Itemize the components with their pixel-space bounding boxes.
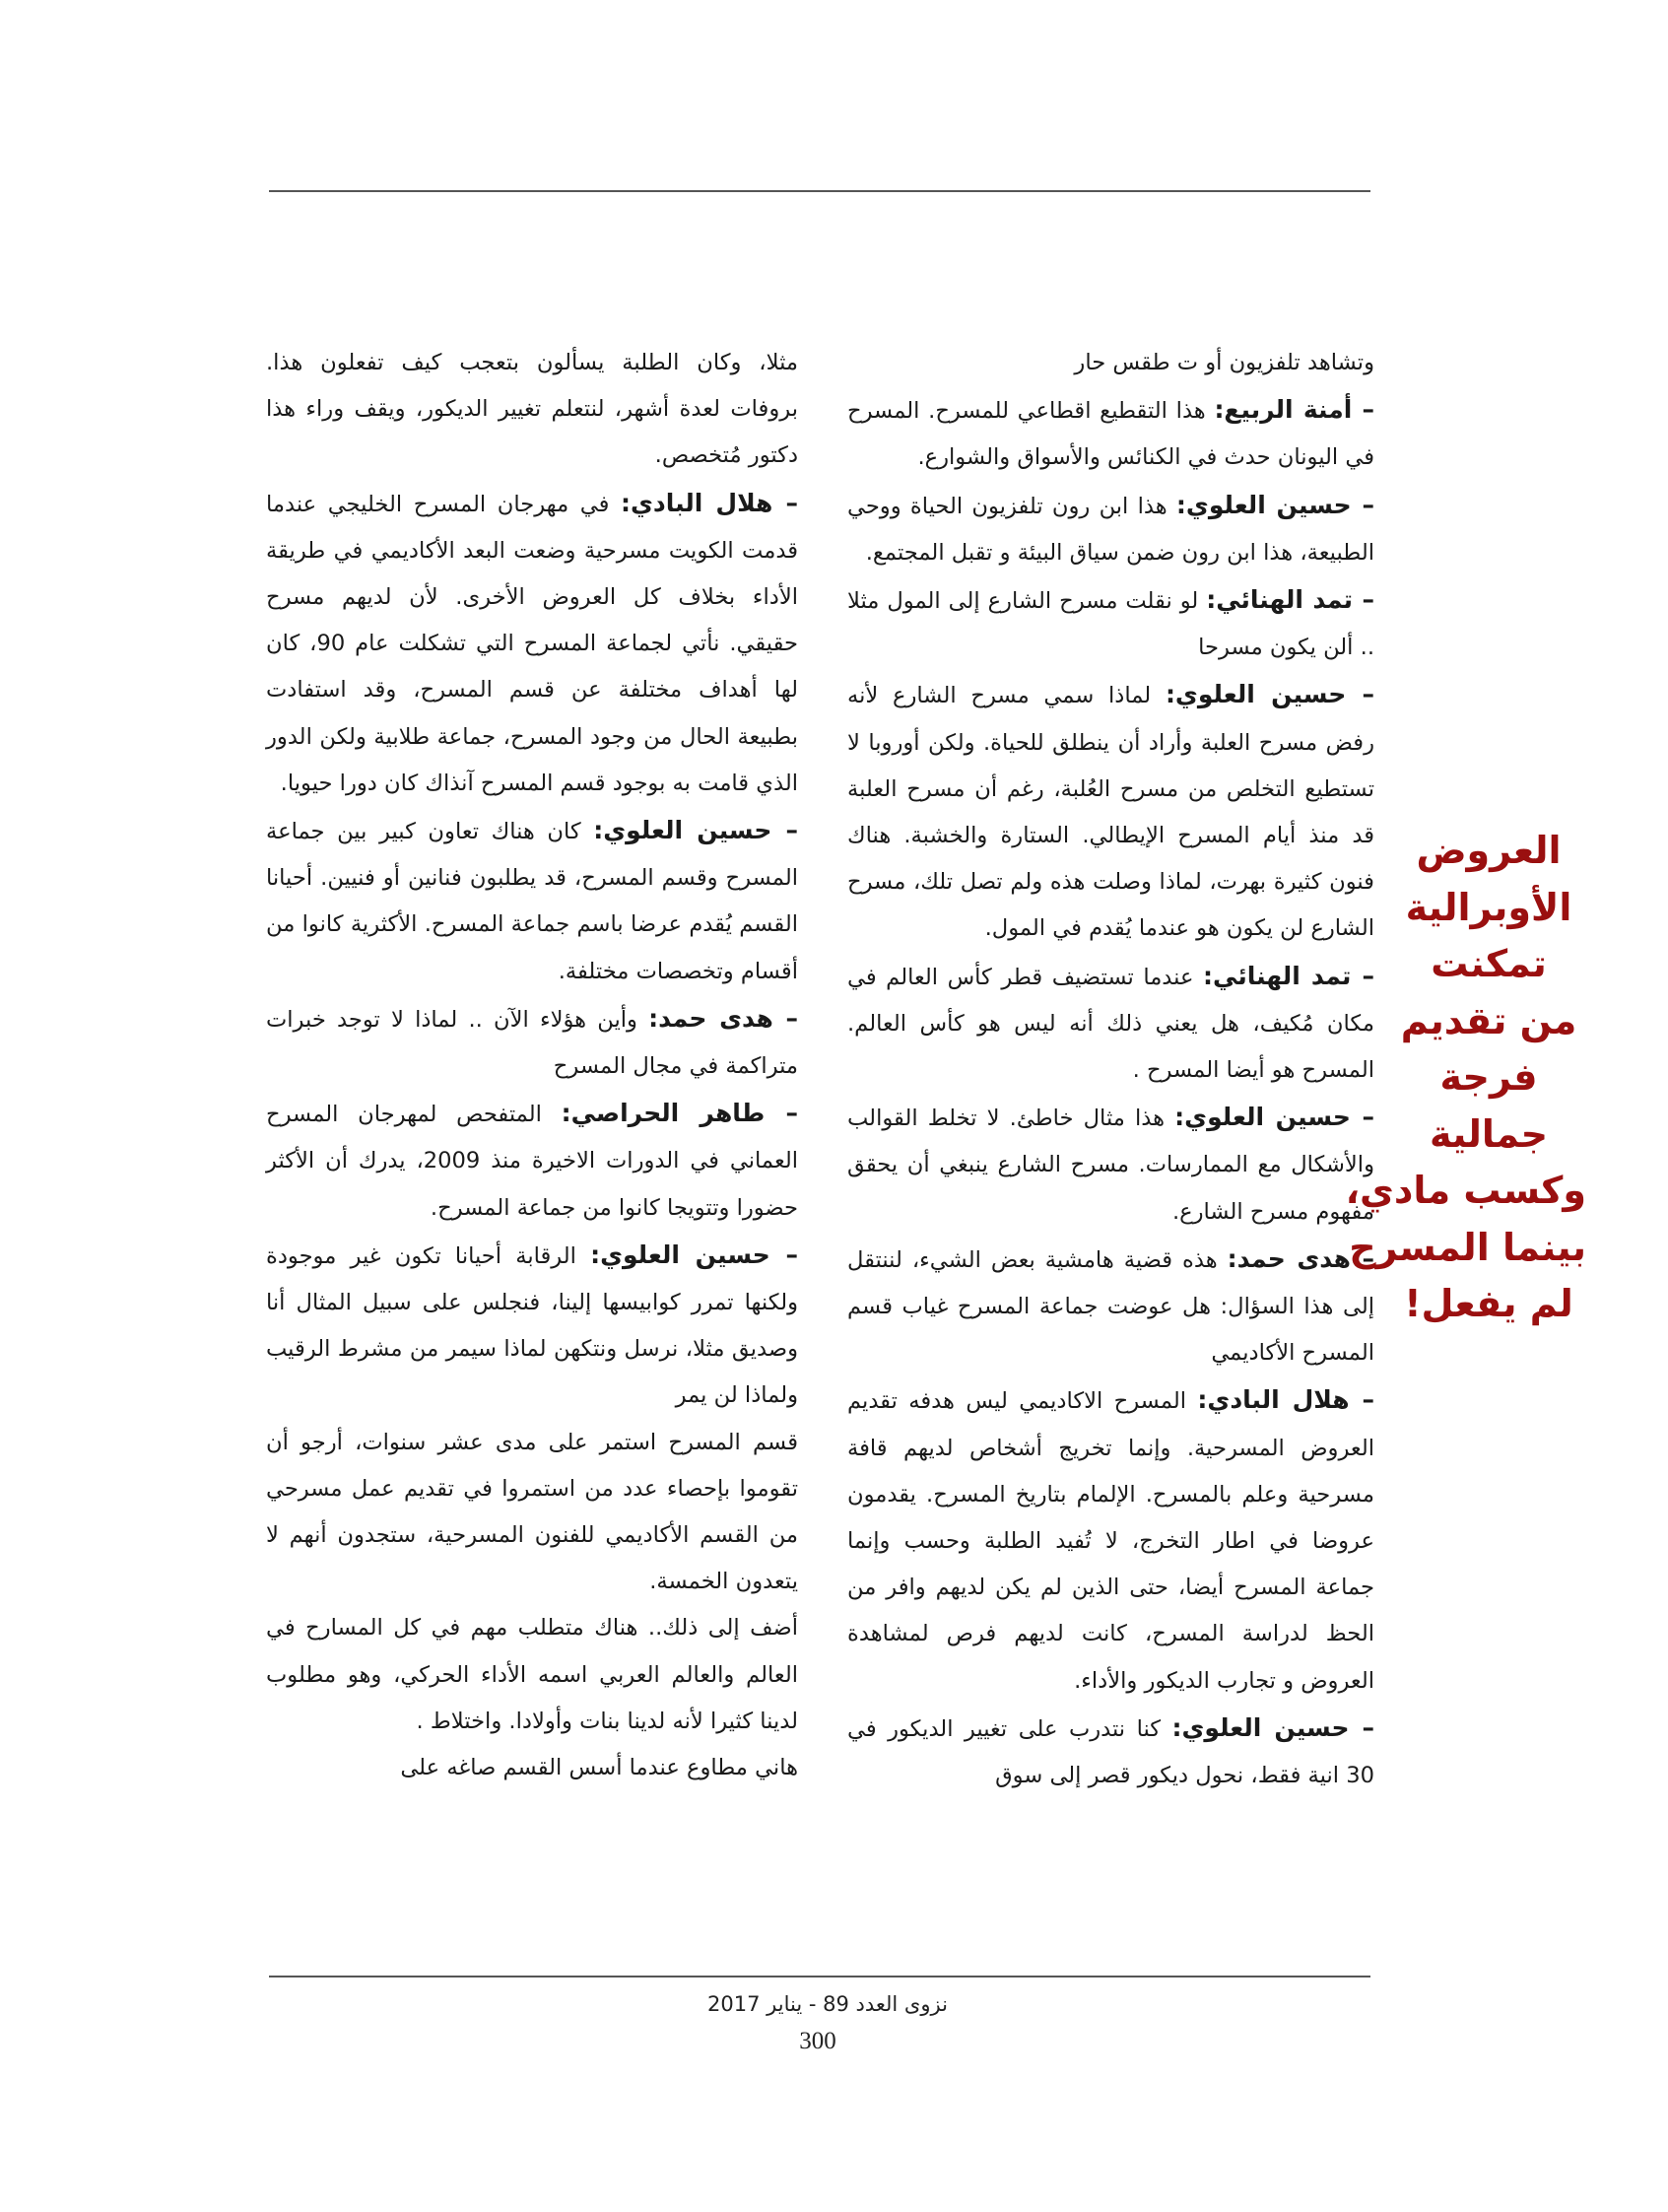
- paragraph-text: هاني مطاوع عندما أسس القسم صاغه على: [400, 1755, 798, 1781]
- speaker-name: – هدى حمد:: [1227, 1243, 1375, 1273]
- paragraph-text: الرقابة أحيانا تكون غير موجودة ولكنها تمرر كوابيسها إلينا، فنجلس على سبيل المثال أنا وصديق مثلا، نرسل ونتكهن لماذا سيمر من مشرط الرقيب ولماذا لن يمر: [266, 1242, 798, 1409]
- paragraph: [847, 482, 1374, 576]
- speaker-name: – حسين العلوي:: [590, 1240, 798, 1269]
- right-column: [847, 340, 1374, 1799]
- speaker-name: – حسين العلوي:: [1171, 1712, 1374, 1742]
- paragraph-text: مثلا، وكان الطلبة يسألون بتعجب كيف تفعلون هذا. بروفات لعدة أشهر، لنتعلم تغيير الديكور، ويقف وراء هذا دكتور مُتخصص.: [266, 350, 798, 469]
- paragraph: [266, 1090, 798, 1232]
- pull-quote-line: تمكنت: [1431, 942, 1547, 985]
- pull-quote-line: فرجة: [1439, 1055, 1538, 1099]
- paragraph: [266, 1232, 798, 1420]
- paragraph-text: لماذا سمي مسرح الشارع لأنه رفض مسرح العلبة وأراد أن ينطلق للحياة. ولكن أوروبا لا تستطيع التخلص من مسرح العُلبة، رغم أن مسرح العلبة قد منذ أيام المسرح الإيطالي. الستارة والخشبة. هناك فنون كثيرة بهرت، لماذا وصلت هذه ولم تصل تلك، مسرح الشارع لن يكون هو عندما يُقدم في المول.: [847, 683, 1374, 942]
- paragraph-text: كنا نتدرب على تغيير الديكور في 30 انية فقط، نحول ديكور قصر إلى سوق: [847, 1715, 1374, 1789]
- left-column: [266, 340, 798, 1791]
- pull-quote-line: من تقديم: [1400, 998, 1577, 1042]
- footer-issue-info: نزوى العدد 89 - يناير 2017: [707, 1992, 948, 2016]
- paragraph: [847, 386, 1374, 481]
- pull-quote-line: العروض: [1416, 829, 1562, 872]
- paragraph-text: في مهرجان المسرح الخليجي عندما قدمت الكويت مسرحية وضعت البعد الأكاديمي في طريقة الأداء بخلاف كل العروض الأخرى. لأن لديهم مسرح حقيقي. نأتي لجماعة المسرح التي تشكلت عام 90، كان لها أهداف مختلفة عن قسم المسرح، وقد استفادت بطبيعة الحال من وجود المسرح، جماعة طلابية ولكن الدور الذي قامت به بوجود قسم المسرح آنذاك كان دورا حيويا.: [266, 491, 798, 796]
- paragraph: [847, 576, 1374, 671]
- paragraph-text: هذه قضية هامشية بعض الشيء، لننتقل إلى هذا السؤال: هل عوضت جماعة المسرح غياب قسم المسرح الأكاديمي: [847, 1246, 1374, 1367]
- pull-quote: [1345, 823, 1586, 1333]
- pull-quote-line: جمالية: [1430, 1111, 1548, 1156]
- speaker-name: – حسين العلوي:: [593, 816, 798, 845]
- paragraph: [266, 807, 798, 995]
- bottom-rule: [269, 1976, 1370, 1977]
- speaker-name: – تمد الهنائي:: [1206, 585, 1374, 615]
- paragraph-text: وأين هؤلاء الآن .. لماذا لا توجد خبرات متراكمة في مجال المسرح: [266, 1006, 798, 1080]
- paragraph: [266, 1420, 798, 1606]
- speaker-name: – هدى حمد:: [648, 1003, 799, 1033]
- pull-quote-line: بينما المسرح: [1349, 1225, 1586, 1269]
- paragraph: [847, 340, 1374, 386]
- speaker-name: – طاهر الحراصي:: [561, 1099, 798, 1128]
- paragraph-text: هذا ابن رون تلفزيون الحياة ووحي الطبيعة، هذا ابن رون ضمن سياق البيئة و تقبل المجتمع.: [847, 493, 1374, 566]
- paragraph: [847, 1376, 1374, 1704]
- speaker-name: – تمد الهنائي:: [1203, 961, 1374, 990]
- paragraph-text: عندما تستضيف قطر كأس العالم في مكان مُكيف، هل يعني ذلك أنه ليس هو كأس العالم. المسرح هو أيضا المسرح .: [847, 964, 1374, 1084]
- page-number: 300: [799, 2028, 836, 2054]
- paragraph: [266, 340, 798, 480]
- speaker-name: – هلال البادي:: [620, 488, 798, 517]
- speaker-name: – هلال البادي:: [1197, 1385, 1374, 1415]
- paragraph: [847, 1236, 1374, 1377]
- paragraph-text: كان هناك تعاون كبير بين جماعة المسرح وقسم المسرح، قد يطلبون فنانين أو فنيين. أحيانا القسم يُقدم عرضا باسم جماعة المسرح. الأكثرية كانوا من أقسام وتخصصات مختلفة.: [266, 819, 798, 984]
- speaker-name: – حسين العلوي:: [1175, 490, 1374, 519]
- top-rule: [269, 190, 1370, 192]
- paragraph-text: المتفحص لمهرجان المسرح العماني في الدورات الاخيرة منذ 2009، يدرك أن الأكثر حضورا وتتويجا كانوا من جماعة المسرح.: [266, 1102, 799, 1221]
- paragraph-text: وتشاهد تلفزيون أو ت طقس حار: [1074, 350, 1374, 375]
- paragraph: [847, 671, 1374, 952]
- paragraph: [266, 1745, 798, 1791]
- paragraph-text: المسرح الاكاديمي ليس هدفه تقديم العروض المسرحية. وإنما تخريج أشخاص لديهم قافة مسرحية وعلم بالمسرح. الإلمام بتاريخ المسرح. يقدمون عروضا في اطار التخرج، لا تُفيد الطلبة وحسب وإنما جماعة المسرح أيضا، حتى الذين لم يكن لديهم وافر من الحظ لدراسة المسرح، كانت لديهم فرص لمشاهدة العروض و تجارب الديكور والأداء.: [847, 1388, 1374, 1694]
- paragraph-text: هذا مثال خاطئ. لا تخلط القوالب والأشكال مع الممارسات. مسرح الشارع ينبغي أن يحقق مفهوم مسرح الشارع.: [847, 1106, 1374, 1225]
- paragraph-text: لو نقلت مسرح الشارع إلى المول مثلا .. ألن يكون مسرحا: [847, 588, 1374, 661]
- speaker-name: – أمنة الربيع:: [1214, 395, 1374, 425]
- pull-quote-line: الأوبرالية: [1405, 885, 1572, 929]
- paragraph: [266, 1605, 798, 1745]
- pull-quote-line: لم يفعل!: [1404, 1282, 1573, 1325]
- paragraph: [847, 953, 1374, 1095]
- paragraph-text: قسم المسرح استمر على مدى عشر سنوات، أرجو أن تقوموا بإحصاء عدد من استمروا في تقديم عمل مسرحي من القسم الأكاديمي للفنون المسرحية، ستجدون أنهم لا يتعدون الخمسة.: [266, 1429, 798, 1595]
- speaker-name: – حسين العلوي:: [1165, 680, 1374, 709]
- paragraph: [266, 480, 798, 807]
- paragraph-text: أضف إلى ذلك.. هناك متطلب مهم في كل المسارح في العالم والعالم العربي اسمه الأداء الحركي، وهو مطلوب لدينا كثيرا لأنه لدينا بنات وأولادا. واختلاط .: [266, 1615, 798, 1734]
- paragraph: [847, 1094, 1374, 1236]
- paragraph-text: هذا التقطيع اقطاعي للمسرح. المسرح في اليونان حدث في الكنائس والأسواق والشوارع.: [847, 398, 1374, 471]
- paragraph: [266, 995, 798, 1090]
- paragraph: [847, 1705, 1374, 1799]
- speaker-name: – حسين العلوي:: [1174, 1103, 1374, 1132]
- pull-quote-line: وكسب مادي،: [1345, 1169, 1586, 1212]
